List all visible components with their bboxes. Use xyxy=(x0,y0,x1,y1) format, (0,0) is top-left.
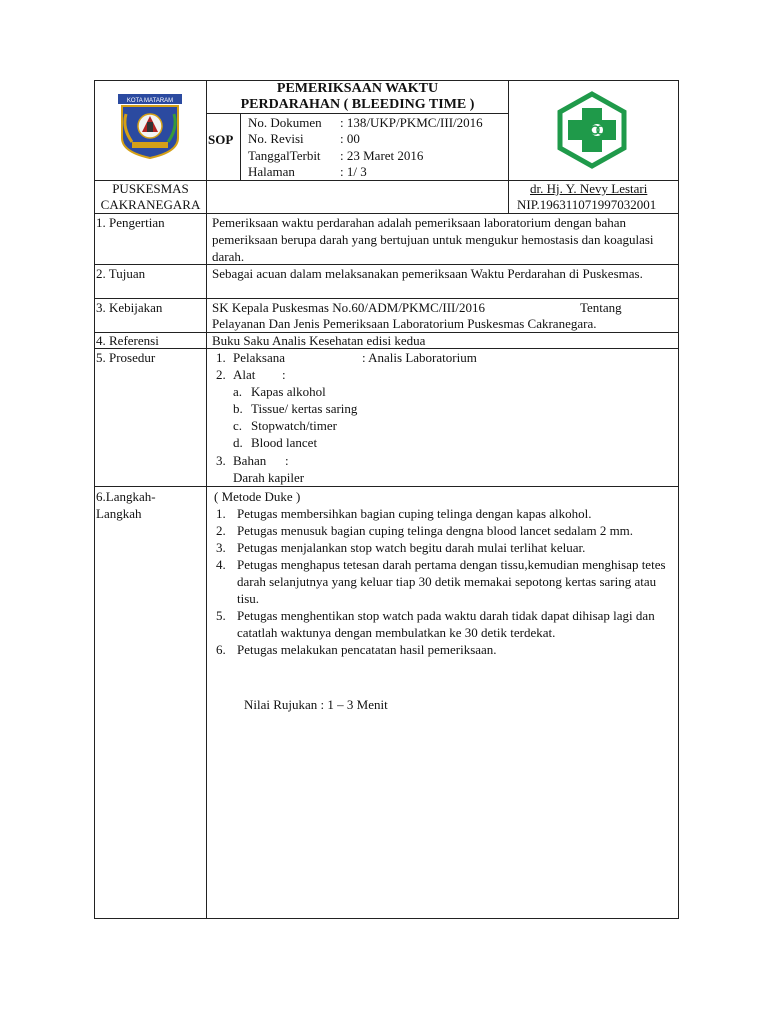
section-label-pengertian: 1. Pengertian xyxy=(96,215,165,230)
alat-num-c: c. xyxy=(233,418,243,433)
meta-label-tanggal-terbit: TanggalTerbit xyxy=(248,148,321,163)
langkah-method: ( Metode Duke ) xyxy=(214,489,301,504)
section-label-kebijakan: 3. Kebijakan xyxy=(96,300,163,315)
step-number: 1. xyxy=(216,506,226,521)
nilai-rujukan: Nilai Rujukan : 1 – 3 Menit xyxy=(244,697,388,712)
bahan-value: Darah kapiler xyxy=(233,470,305,485)
step-number: 3. xyxy=(216,540,226,555)
step-text: Petugas menjalankan stop watch begitu darah mulai terlihat keluar. xyxy=(237,540,586,555)
langkah-step xyxy=(216,607,670,641)
prosedur-value-bahan: : xyxy=(285,453,289,468)
langkah-step xyxy=(216,641,670,658)
document-title-line2: PERDARAHAN ( BLEEDING TIME ) xyxy=(240,97,475,112)
puskesmas-logo xyxy=(552,90,632,170)
green-cross-icon xyxy=(552,90,632,170)
alat-item-d: Blood lancet xyxy=(251,435,318,450)
meta-label-no-dokumen: No. Dokumen xyxy=(248,115,322,130)
step-text: Petugas menghentikan stop watch pada waktu darah tidak dapat dihisap lagi dan catatlah waktunya dengan membulatkan ke 30 detik terdekat. xyxy=(237,608,655,640)
prosedur-label-alat: Alat xyxy=(233,367,256,382)
alat-item-b: Tissue/ kertas saring xyxy=(251,401,358,416)
section-text-pengertian: Pemeriksaan waktu perdarahan adalah pemeriksaan laboratorium dengan bahan pemeriksaan berupa darah yang bertujuan untuk mengukur hemostasis dan koagulasi darah. xyxy=(212,215,654,264)
prosedur-value-alat: : xyxy=(282,367,286,382)
kota-mataram-emblem xyxy=(112,94,188,160)
langkah-step xyxy=(216,556,670,607)
kebijakan-tentang: Tentang xyxy=(580,300,622,315)
section-label-tujuan: 2. Tujuan xyxy=(96,266,146,281)
prosedur-num-2: 2. xyxy=(216,367,226,382)
alat-num-a: a. xyxy=(233,384,243,399)
alat-item-c: Stopwatch/timer xyxy=(251,418,337,433)
meta-value-no-dokumen: : 138/UKP/PKMC/III/2016 xyxy=(340,115,483,130)
langkah-step xyxy=(216,539,670,556)
meta-label-halaman: Halaman xyxy=(248,164,295,179)
alat-num-d: d. xyxy=(233,435,243,450)
org-name-line2: CAKRANEGARA xyxy=(100,197,201,212)
city-emblem-logo xyxy=(112,94,188,160)
signer-nip: NIP.196311071997032001 xyxy=(517,197,657,212)
prosedur-num-1: 1. xyxy=(216,350,226,365)
step-text: Petugas membersihkan bagian cuping telinga dengan kapas alkohol. xyxy=(237,506,592,521)
sop-label: SOP xyxy=(208,132,234,147)
prosedur-value-pelaksana: : Analis Laboratorium xyxy=(362,350,477,365)
section-label-langkah-line2: Langkah xyxy=(96,506,142,521)
meta-value-no-revisi: : 00 xyxy=(340,131,360,146)
langkah-step-list xyxy=(216,505,670,658)
prosedur-num-3: 3. xyxy=(216,453,226,468)
langkah-step xyxy=(216,505,670,522)
section-label-langkah-line1: 6.Langkah- xyxy=(96,489,156,504)
meta-value-tanggal-terbit: : 23 Maret 2016 xyxy=(340,148,424,163)
step-text: Petugas menghapus tetesan darah pertama dengan tissu,kemudian menghisap tetes darah selanjutnya yang keluar tiap 30 detik memakai sepotong kertas saring atau tisu. xyxy=(237,557,666,606)
step-text: Petugas melakukan pencatatan hasil pemeriksaan. xyxy=(237,642,497,657)
section-label-prosedur: 5. Prosedur xyxy=(96,350,156,365)
alat-num-b: b. xyxy=(233,401,243,416)
step-number: 4. xyxy=(216,557,226,572)
org-name-line1: PUSKESMAS xyxy=(112,181,189,196)
section-text-referensi: Buku Saku Analis Kesehatan edisi kedua xyxy=(212,333,426,348)
step-number: 6. xyxy=(216,642,226,657)
emblem-banner-text: KOTA MATARAM xyxy=(126,98,174,104)
langkah-steps xyxy=(216,505,670,658)
step-number: 2. xyxy=(216,523,226,538)
document-title-line1: PEMERIKSAAN WAKTU xyxy=(276,81,439,96)
kebijakan-line2: Pelayanan Dan Jenis Pemeriksaan Laboratorium Puskesmas Cakranegara. xyxy=(212,316,597,331)
meta-label-no-revisi: No. Revisi xyxy=(248,131,304,146)
alat-item-a: Kapas alkohol xyxy=(251,384,326,399)
section-label-referensi: 4. Referensi xyxy=(96,333,159,348)
prosedur-label-bahan: Bahan xyxy=(233,453,267,468)
langkah-step xyxy=(216,522,670,539)
kebijakan-sk: SK Kepala Puskesmas No.60/ADM/PKMC/III/2016 xyxy=(212,300,485,315)
meta-value-halaman: : 1/ 3 xyxy=(340,164,367,179)
prosedur-label-pelaksana: Pelaksana xyxy=(233,350,285,365)
section-text-tujuan: Sebagai acuan dalam melaksanakan pemeriksaan Waktu Perdarahan di Puskesmas. xyxy=(212,266,643,281)
signer-name: dr. Hj. Y. Nevy Lestari xyxy=(530,181,648,196)
step-number: 5. xyxy=(216,608,226,623)
step-text: Petugas menusuk bagian cuping telinga dengna blood lancet sedalam 2 mm. xyxy=(237,523,634,538)
